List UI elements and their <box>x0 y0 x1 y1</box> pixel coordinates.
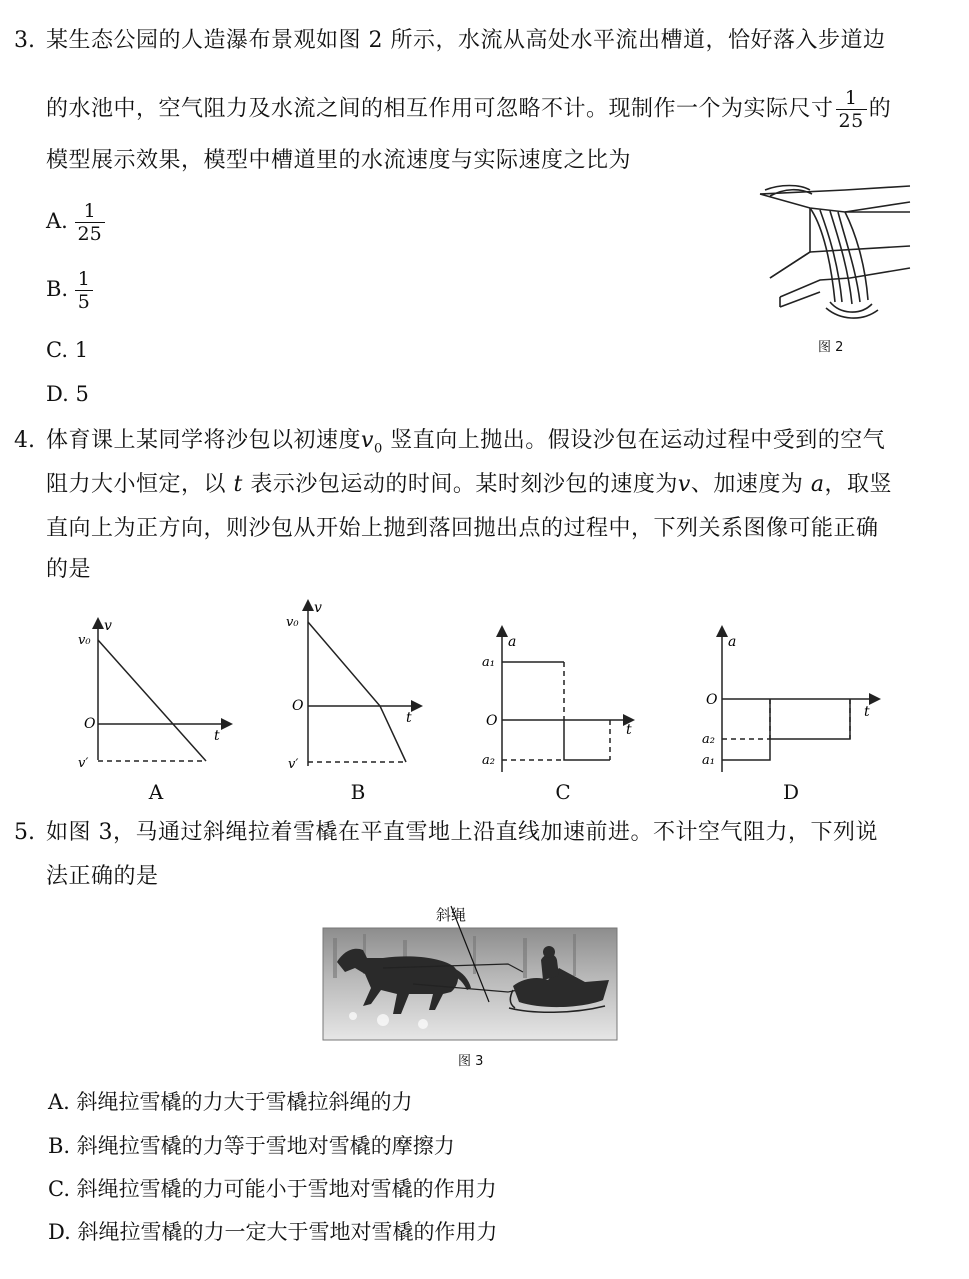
q3-scale-fraction <box>836 87 867 132</box>
q3-line-2-text: 的水池中，空气阻力及水流之间的相互作用可忽略不计。现制作一个为实际尺寸 <box>46 96 834 122</box>
label-top: v₀ <box>78 633 91 648</box>
q5-line-2: 法正确的是 <box>46 864 159 889</box>
q4-line-4: 的是 <box>46 557 92 582</box>
figure-2-caption: 图 2 <box>818 340 844 355</box>
option-text: 5 <box>75 382 89 406</box>
q5-option-b: B. 斜绳拉雪橇的力等于雪地对雪橇的摩擦力 <box>48 1134 455 1158</box>
q4-line-1-text: 体育课上某同学将沙包以初速度 <box>46 428 362 453</box>
velocity-line <box>98 640 206 761</box>
subscript-zero: 0 <box>373 441 383 457</box>
figure-label-rope: 斜绳 <box>436 906 467 924</box>
graph-c-label: C <box>555 780 571 804</box>
option-letter: A. <box>46 209 68 233</box>
label-bottom: a₁ <box>702 753 715 768</box>
fraction-numerator: 1 <box>77 268 90 290</box>
q4-line-2-end: ，取竖 <box>824 472 892 497</box>
graph-d <box>700 624 890 774</box>
q3-option-c <box>46 336 88 364</box>
fraction-denominator: 5 <box>75 290 93 313</box>
a2-segment <box>564 720 610 760</box>
graph-c <box>480 624 650 774</box>
q4-line-2 <box>46 470 892 500</box>
label-y-axis: a <box>508 634 517 650</box>
q5-option-d: D. 斜绳拉雪橇的力一定大于雪地对雪橇的作用力 <box>48 1220 498 1244</box>
var-t: t <box>233 472 243 497</box>
fraction-numerator: 1 <box>83 200 96 222</box>
q5-option-c: C. 斜绳拉雪橇的力可能小于雪地对雪橇的作用力 <box>48 1177 497 1201</box>
q4-line-2-text: 阻力大小恒定，以 <box>46 472 227 497</box>
q4-number: 4. <box>14 428 35 453</box>
label-bottom: a₂ <box>482 753 495 768</box>
label-x-axis: t <box>214 728 220 744</box>
graph-a-label: A <box>148 780 164 804</box>
option-letter: C. <box>46 338 68 362</box>
option-text: 1 <box>74 338 89 362</box>
var-v: v <box>677 472 691 497</box>
option-letter: D. <box>46 382 69 406</box>
label-bottom: v′ <box>288 757 299 772</box>
q5-number: 5. <box>14 820 35 845</box>
q3-option-b <box>46 268 93 313</box>
q3-option-d <box>46 380 89 408</box>
fraction-denominator: 25 <box>75 222 105 245</box>
label-origin: O <box>292 698 304 714</box>
q4-line-1 <box>46 426 885 464</box>
a2-segment <box>770 699 850 739</box>
option-fraction <box>75 200 105 245</box>
figure-3-caption: 图 3 <box>458 1054 484 1069</box>
q5-line-1: 如图 3，马通过斜绳拉着雪橇在平直雪地上沿直线加速前进。不计空气阻力，下列说 <box>46 820 878 845</box>
a1-segment <box>722 699 770 760</box>
label-y-axis: v <box>314 600 322 616</box>
label-origin: O <box>84 716 96 732</box>
q4-line-3: 直向上为正方向，则沙包从开始上抛到落回抛出点的过程中，下列关系图像可能正确 <box>46 516 879 541</box>
graph-a <box>80 610 250 780</box>
option-letter: B. <box>46 277 69 301</box>
label-origin: O <box>706 692 718 708</box>
q5-option-a: A. 斜绳拉雪橇的力大于雪橇拉斜绳的力 <box>48 1090 413 1114</box>
q3-line-2 <box>46 87 891 132</box>
velocity-line <box>308 622 406 762</box>
graph-d-label: D <box>782 780 800 804</box>
q4-line-2-mid: 表示沙包运动的时间。某时刻沙包的速度为 <box>250 472 678 497</box>
q3-line-1: 某生态公园的人造瀑布景观如图 2 所示，水流从高处水平流出槽道，恰好落入步道边 <box>46 28 886 53</box>
q4-line-2-mid2: 、加速度为 <box>690 472 804 497</box>
var-v: v <box>361 428 374 453</box>
waterfall-figure <box>750 182 920 332</box>
graph-b-label: B <box>350 780 366 804</box>
label-origin: O <box>486 713 498 729</box>
label-mid: a₂ <box>702 732 715 747</box>
q3-number: 3. <box>14 28 35 53</box>
q4-line-1-end: 竖直向上抛出。假设沙包在运动过程中受到的空气 <box>390 428 886 453</box>
label-bottom: v′ <box>78 756 89 771</box>
label-y-axis: a <box>728 634 737 650</box>
fraction-numerator: 1 <box>844 87 858 109</box>
option-fraction <box>75 268 93 313</box>
label-top: v₀ <box>286 615 299 630</box>
var-a: a <box>810 472 825 497</box>
fraction-denominator: 25 <box>836 109 867 132</box>
label-y-axis: v <box>104 618 112 634</box>
horse-sleigh-photo <box>323 928 617 1040</box>
label-x-axis: t <box>626 722 632 738</box>
label-top: a₁ <box>482 655 495 670</box>
graph-b <box>286 596 460 776</box>
label-x-axis: t <box>864 704 870 720</box>
q3-option-a <box>46 200 105 245</box>
label-x-axis: t <box>406 710 412 726</box>
q3-line-3: 模型展示效果，模型中槽道里的水流速度与实际速度之比为 <box>46 148 632 173</box>
q3-line-2-end: 的 <box>868 96 892 122</box>
